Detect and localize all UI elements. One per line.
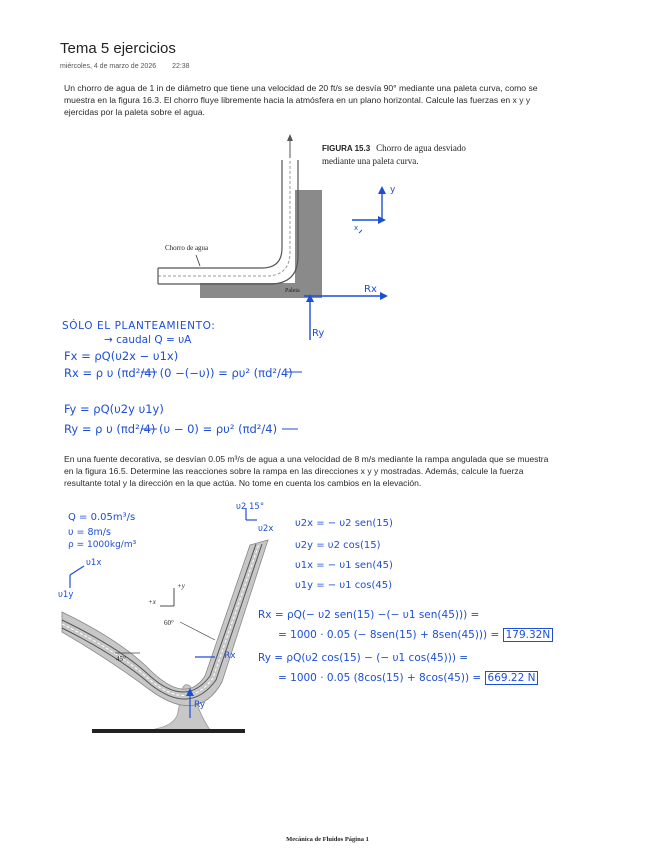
rx-label: Rx [364,284,377,295]
rx-arrow-head [380,292,388,300]
rx-equation: Rx = ρQ(− υ2 sen(15) −(− υ1 sen(45))) = [258,609,480,621]
hw-eq2: Rx = ρ υ (πd²/4) (0 −(−υ)) = ρυ² (πd²/4) [64,366,293,380]
figure-number: FIGURA 15.3 [322,144,371,153]
paleta-block [200,190,322,298]
rx-calc-text: = 1000 · 0.05 (− 8sen(15) + 8sen(45))) = [278,629,500,641]
rx-calculation [278,629,553,641]
given-v: υ = 8m/s [68,527,111,538]
comp4: υ1y = − υ1 cos(45) [295,580,393,591]
hw-eq4: Ry = ρ υ (πd²/4) (υ − 0) = ρυ² (πd²/4) [64,422,278,436]
v2-label: υ2 15° [236,502,265,512]
hw-heading: SÓLO EL PLANTEAMIENTO: [62,320,216,332]
hw-eq1: Fx = ρQ(υ2x − υ1x) [64,349,179,363]
axis-plus-y-label: +y [177,582,185,590]
axis-y-head [378,186,386,194]
comp3: υ1x = − υ1 sen(45) [295,560,393,571]
jet-center [158,160,290,276]
v1x-line [70,566,84,575]
ry-result: 669.22 N [485,671,539,685]
axis-z-mark [359,230,362,233]
comp1: υ2x = − υ2 sen(15) [295,518,393,529]
angle-45-label: 45° [116,655,126,663]
ry-calc-text: = 1000 · 0.05 (8cos(15) + 8cos(45)) = [278,672,482,684]
label-chorro: Chorro de agua [165,244,209,252]
angle-60-label: 60° [164,619,174,627]
time-text: 22:38 [172,63,190,70]
v1y-label: υ1y [58,590,74,600]
date-text: miércoles, 4 de marzo de 2026 [60,63,157,70]
ry-calculation [278,672,538,684]
v1x-label: υ1x [86,558,102,568]
ry-equation: Ry = ρQ(υ2 cos(15) − (− υ1 cos(45))) = [258,652,469,664]
problem1-statement: Un chorro de agua de 1 in de diámetro que tiene una velocidad de 20 ft/s se desvía 90° mediante una paleta curva, como se muestra en la figura 16.3. El chorro fluye libremente hacia la atmósfera en un plano horizontal. Calcule las fuerzas en x y y ejercidas por la paleta sobre el agua. [64,83,538,117]
problem2-statement: En una fuente decorativa, se desvían 0.05 m³/s de agua a una velocidad de 8 m/s mediante la rampa angulada que se muestra en la figura 16.5. Determine las reacciones sobre la rampa en las direcciones x y y mostradas. Además, calcule la fuerza resultante total y la dirección en la que actúa. No tome en cuenta los cambios en la elevación. [64,454,549,488]
figure-caption-text: Chorro de agua desviado mediante una paleta curva. [322,143,466,166]
chorro-pointer [196,255,200,266]
rx2-label: Rx [224,651,236,661]
v2x-label: υ2x [258,524,274,534]
axis-plus-x-label: +x [148,598,156,606]
given-rho: ρ = 1000kg/m³ [68,540,137,550]
ry-label: Ry [312,328,325,339]
hw-eq3: Fy = ρQ(υ2y υ1y) [64,402,164,416]
angle-60-guide [180,622,215,640]
figure-caption [322,142,472,167]
rx-result: 179.32N [503,628,554,642]
comp2: υ2y = υ2 cos(15) [295,540,381,551]
jet-inner [158,160,298,284]
given-q: Q = 0.05m³/s [68,512,136,523]
axis-y-label: y [390,185,396,195]
page-title: Tema 5 ejercicios [60,40,176,57]
exit-arrow-head [287,134,293,141]
ry2-label: Ry [194,700,206,710]
page-footer: Mecánica de Fluidos Página 1 [286,836,369,843]
axis-x-label: x [354,224,359,232]
hw-caudal: → caudal Q = υA [104,334,192,346]
label-paleta: Paleta [285,288,300,294]
